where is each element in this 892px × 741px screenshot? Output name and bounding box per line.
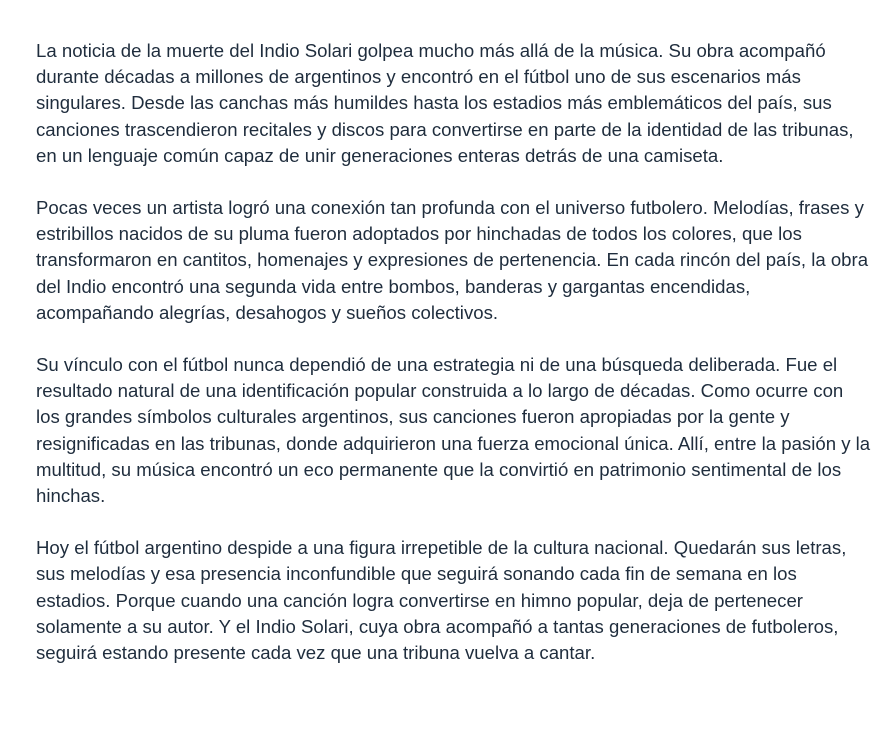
article-paragraph-1: La noticia de la muerte del Indio Solari golpea mucho más allá de la música. Su obra acompañó durante décadas a millones de argentinos y encontró en el fútbol uno de sus escenarios más singulares. Desde las canchas más humildes hasta los estadios más emblemáticos del país, sus canciones trascendieron recitales y discos para convertirse en parte de la identidad de las tribunas, en un lenguaje común capaz de unir generaciones enteras detrás de una camiseta. [36, 40, 854, 166]
article-paragraph-2: Pocas veces un artista logró una conexión tan profunda con el universo futbolero. Melodías, frases y estribillos nacidos de su pluma fueron adoptados por hinchadas de todos los colores, que los transformaron en cantitos, homenajes y expresiones de pertenencia. En cada rincón del país, la obra del Indio encontró una segunda vida entre bombos, banderas y gargantas encendidas, acompañando alegrías, desahogos y sueños colectivos. [36, 197, 869, 323]
article-paragraph-4: Hoy el fútbol argentino despide a una figura irrepetible de la cultura nacional. Quedarán sus letras, sus melodías y esa presencia inconfundible que seguirá sonando cada fin de semana en los estadios. Porque cuando una canción logra convertirse en himno popular, deja de pertenecer solamente a su autor. Y el Indio Solari, cuya obra acompañó a tantas generaciones de futboleros, seguirá estando presente cada vez que una tribuna vuelva a cantar. [36, 537, 847, 664]
article-paragraph-3: Su vínculo con el fútbol nunca dependió de una estrategia ni de una búsqueda deliberada. Fue el resultado natural de una identificación popular construida a lo largo de décadas. Como ocurre con los grandes símbolos culturales argentinos, sus canciones fueron apropiadas por la gente y resignificadas en las tribunas, donde adquirieron una fuerza emocional única. Allí, entre la pasión y la multitud, su música encontró un eco permanente que la convirtió en patrimonio sentimental de los hinchas. [36, 354, 871, 507]
